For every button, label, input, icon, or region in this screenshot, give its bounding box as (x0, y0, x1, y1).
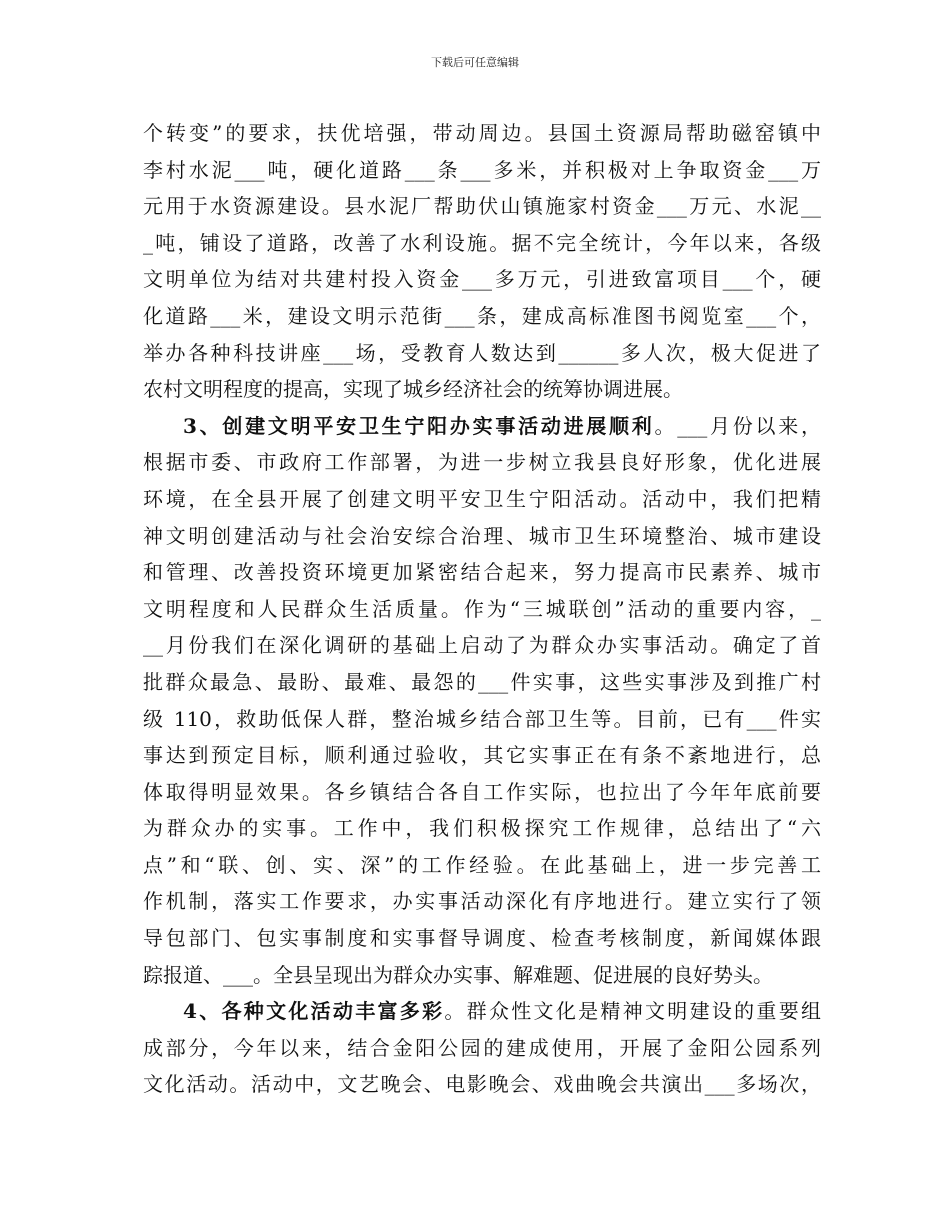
section-3-heading-tail: 。___月份以来， (654, 413, 822, 438)
text-line: 个转变”的要求，扶优培强，带动周边。县国土资源局帮助磁窑镇中 (143, 121, 821, 145)
page-header: 下载后可任意编辑 (431, 56, 519, 69)
text-line: 举办各种科技讲座___场，受教育人数达到______多人次，极大促进了 (143, 340, 821, 365)
text-line: 级 110，救助低保人群，整治城乡结合部卫生等。目前，已有___件实 (143, 706, 821, 731)
text-line: 文化活动。活动中，文艺晚会、电影晚会、戏曲晚会共演出___多场次， (143, 1072, 821, 1097)
document-body (143, 115, 821, 1103)
text-line: 神文明创建活动与社会治安综合治理、城市卫生环境整治、城市建设 (143, 523, 821, 548)
text-line: 根据市委、市政府工作部署，为进一步树立我县良好形象，优化进展 (143, 450, 821, 475)
text-line: 环境，在全县开展了创建文明平安卫生宁阳活动。活动中，我们把精 (143, 486, 821, 511)
section-3-heading-line (143, 408, 821, 445)
text-line: 元用于水资源建设。县水泥厂帮助伏山镇施家村资金___万元、水泥__ (143, 194, 821, 219)
text-line: 文明程度和人民群众生活质量。作为“三城联创”活动的重要内容，_ (143, 596, 821, 621)
text-line: 农村文明程度的提高，实现了城乡经济社会的统筹协调进展。 (143, 377, 683, 402)
text-line: 导包部门、包实事制度和实事督导调度、检查考核制度，新闻媒体跟 (143, 926, 821, 951)
text-line: 体取得明显效果。各乡镇结合各自工作实际，也拉出了今年年底前要 (143, 779, 821, 804)
section-4-heading: 4、各种文化活动丰富多彩 (183, 999, 445, 1024)
text-line: 点”和“联、创、实、深”的工作经验。在此基础上，进一步完善工 (143, 852, 821, 877)
text-line: 成部分，今年以来，结合金阳公园的建成使用，开展了金阳公园系列 (143, 1035, 821, 1060)
text-line: 和管理、改善投资环境更加紧密结合起来，努力提高市民素养、城市 (143, 560, 821, 585)
text-line: 为群众办的实事。工作中，我们积极探究工作规律，总结出了“六 (143, 816, 821, 841)
section-4-heading-line (143, 993, 821, 1030)
text-line: 踪报道、___。全县呈现出为群众办实事、解难题、促进展的良好势头。 (143, 962, 773, 987)
text-line: 化道路___米，建设文明示范街___条，建成高标准图书阅览室___个， (143, 303, 821, 328)
text-line: 批群众最急、最盼、最难、最怨的___件实事，这些实事涉及到推广村 (143, 669, 821, 694)
text-line: 李村水泥___吨，硬化道路___条___多米，并积极对上争取资金___万 (143, 157, 821, 182)
text-line: __月份我们在深化调研的基础上启动了为群众办实事活动。确定了首 (143, 633, 821, 658)
text-line: 事达到预定目标，顺利通过验收，其它实事正在有条不紊地进行，总 (143, 743, 821, 768)
text-line: 作机制，落实工作要求，办实事活动深化有序地进行。建立实行了领 (143, 889, 821, 914)
text-line: 文明单位为结对共建村投入资金___多万元，引进致富项目___个，硬 (143, 267, 821, 292)
section-3-heading: 3、创建文明平安卫生宁阳办实事活动进展顺利 (183, 413, 655, 438)
section-4-heading-tail: 。群众性文化是精神文明建设的重要组 (444, 999, 822, 1024)
text-line: _吨，铺设了道路，改善了水利设施。据不完全统计，今年以来，各级 (143, 230, 821, 255)
